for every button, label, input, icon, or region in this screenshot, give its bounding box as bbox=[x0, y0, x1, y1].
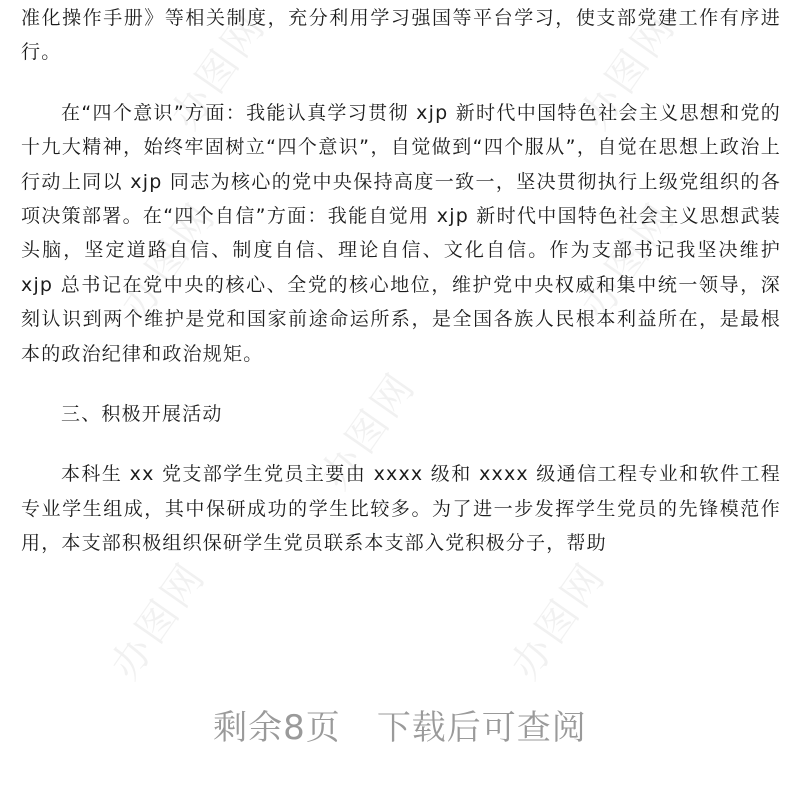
watermark: 办图网 bbox=[102, 553, 216, 688]
watermark: 办图网 bbox=[502, 553, 616, 688]
document-body bbox=[21, 0, 781, 561]
paragraph-gap bbox=[21, 371, 781, 397]
watermark: 办图网 bbox=[162, 3, 276, 138]
remaining-pages-label: 剩余8页 bbox=[213, 708, 341, 748]
paragraph: 在“四个意识”方面：我能认真学习贯彻 xjp 新时代中国特色社会主义思想和党的十九大精神，始终牢固树立“四个意识”，自觉做到“四个服从”，自觉在思想上政治上行动上同以 xjp 同志为核心的党中央保持高度一致一，坚决贯彻执行上级党组织的各项决策部署。在“四个自信”方面：我能自觉用 xjp 新时代中国特色社会主义思想武装头脑，坚定道路自信、制度自信、理论自信、文化自信。作为支部书记我坚决维护 xjp 总书记在党中央的核心、全党的核心地位，维护党中央权威和集中统一领导，深刻认识到两个维护是党和国家前途命运所系，是全国各族人民根本利益所在，是最根本的政治纪律和政治规矩。 bbox=[21, 101, 781, 365]
paragraph: 本科生 xx 党支部学生党员主要由 xxxx 级和 xxxx 级通信工程专业和软件工程专业学生组成，其中保研成功的学生比较多。为了进一步发挥学生党员的先锋模范作用，本支部积极组织保研学生党员联系本支部入党积极分子，帮助 bbox=[21, 463, 781, 555]
watermark: 办图网 bbox=[572, 193, 686, 328]
download-prompt[interactable] bbox=[0, 700, 800, 749]
section-heading: 三、积极开展活动 bbox=[61, 403, 223, 426]
paragraph: 准化操作手册》等相关制度，充分利用学习强国等平台学习，使支部党建工作有序进行。 bbox=[21, 7, 781, 64]
download-label: 下载后可查阅 bbox=[376, 708, 587, 748]
watermark: 办图网 bbox=[572, 3, 686, 138]
watermark: 办图网 bbox=[112, 193, 226, 328]
paragraph-gap bbox=[21, 431, 781, 457]
watermark: 办图网 bbox=[312, 363, 426, 498]
paragraph-gap bbox=[21, 70, 781, 96]
